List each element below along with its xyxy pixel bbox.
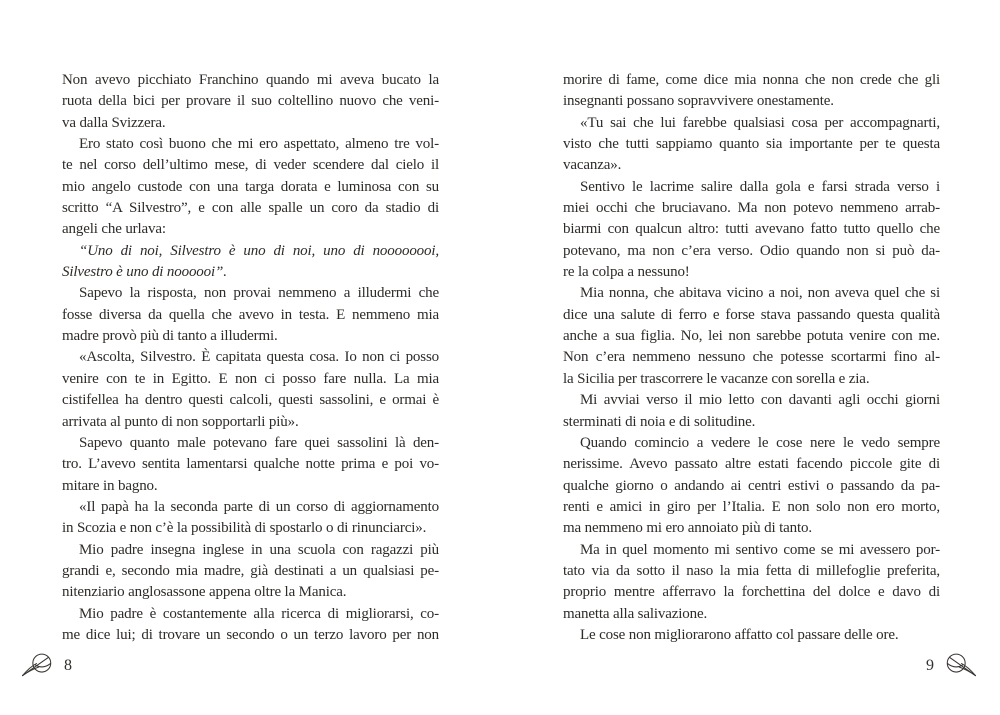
text-line: Mio padre insegna inglese in una scuola con ragazzi più bbox=[79, 541, 439, 558]
text-line: cistifellea ha dentro questi calcoli, questi sassolini, e ormai è bbox=[62, 392, 439, 409]
text-line: re la colpa a nessuno! bbox=[563, 264, 690, 281]
text-line: me dice lui; di trovare un secondo o un terzo lavoro per non bbox=[62, 626, 439, 643]
page-number: 9 bbox=[926, 657, 934, 674]
text-line: «Il papà ha la seconda parte di un corso di aggiornamento bbox=[79, 498, 439, 515]
text-line: morire di fame, come dice mia nonna che non crede che gli bbox=[563, 72, 940, 88]
text-line: Non c’era nemmeno nessuno che potesse scortarmi fino al- bbox=[563, 349, 940, 366]
text-line: scritto “A Silvestro”, e con alle spalle un coro da stadio di bbox=[62, 200, 439, 217]
text-line: fosse diversa da quella che avevo in testa. E nemmeno mia bbox=[62, 306, 439, 323]
text-line: Ma in quel momento mi sentivo come se mi avessero por- bbox=[580, 541, 940, 558]
text-line: te nel corso dell’ultimo mese, di veder scendere dal cielo il bbox=[62, 157, 439, 174]
text-line: visto che tutti sappiamo quanto sia importante per te questa bbox=[563, 136, 940, 153]
text-line: venire con te in Egitto. E non ci posso fare nulla. La mia bbox=[62, 370, 439, 387]
text-line: dice una salute di ferro e forse stava passando questa qualità bbox=[563, 306, 940, 323]
text-line: ma nemmeno mi ero annoiato più di tanto. bbox=[563, 520, 812, 537]
text-line: nitenziario anglosassone appena oltre la Manica. bbox=[62, 584, 347, 601]
text-line: biarmi con qualcun altro: tutti avevano fatto tutto quello che bbox=[563, 221, 940, 238]
text-line: Le cose non migliorarono affatto col passare delle ore. bbox=[580, 626, 899, 643]
page-left-text-column bbox=[62, 70, 439, 646]
text-line: Quando comincio a vedere le cose nere le vedo sempre bbox=[580, 434, 940, 451]
text-line: in Scozia e non c’è la possibilità di spostarlo o di rinunciarci». bbox=[62, 520, 427, 537]
page-number: 8 bbox=[64, 657, 72, 674]
text-line: tro. L’avevo sentita lamentarsi qualche notte prima e poi vo- bbox=[62, 456, 439, 473]
text-line: Silvestro è uno di noooooi”. bbox=[62, 264, 227, 281]
text-line: Sapevo quanto male potevano fare quei sassolini là den- bbox=[79, 434, 439, 451]
text-line: Mio padre è costantemente alla ricerca di migliorarsi, co- bbox=[79, 605, 439, 622]
text-line: sterminati di noia e di solitudine. bbox=[563, 413, 756, 430]
text-line: grandi e, secondo mia madre, già destinati a un qualsiasi pe- bbox=[62, 562, 439, 579]
text-line: proprio mentre afferravo la forchettina del dolce e davo di bbox=[563, 584, 940, 601]
text-line: “Uno di noi, Silvestro è uno di noi, uno di noooooooi, bbox=[79, 242, 439, 259]
folio-right bbox=[926, 653, 978, 678]
text-line: madre provò più di tanto a illudermi. bbox=[62, 328, 278, 345]
text-line: «Ascolta, Silvestro. È capitata questa cosa. Io non ci posso bbox=[79, 349, 439, 366]
text-line: nerissime. Avevo passato altre estati facendo piccole gite di bbox=[563, 456, 940, 473]
text-line: insegnanti possano sopravvivere onestamente. bbox=[563, 93, 834, 110]
text-line: mitare in bagno. bbox=[62, 477, 158, 494]
folio-left bbox=[20, 653, 72, 678]
text-line: manetta alla salivazione. bbox=[563, 605, 708, 622]
text-line: vacanza». bbox=[563, 157, 622, 174]
text-line: tato via da sotto il naso la mia fetta di millefoglie preferita, bbox=[563, 562, 940, 579]
text-line: arrivata al punto di non sopportarli più». bbox=[62, 413, 299, 430]
text-line: angeli che urlava: bbox=[62, 221, 166, 238]
text-line: mio angelo custode con una targa dorata e luminosa con su bbox=[62, 178, 439, 195]
text-line: «Tu sai che lui farebbe qualsiasi cosa per accompagnarti, bbox=[580, 114, 940, 131]
text-line: qualche giorno o andando ai centri estivi o passando da pa- bbox=[563, 477, 940, 494]
text-line: renti e amici in giro per l’Italia. E non solo non ero morto, bbox=[563, 498, 940, 515]
text-line: potevano, ma non c’era verso. Odio quando non si può da- bbox=[563, 242, 940, 259]
text-line: va dalla Svizzera. bbox=[62, 114, 166, 131]
text-line: Mia nonna, che abitava vicino a noi, non aveva quel che si bbox=[580, 285, 940, 302]
leaf-ornament-icon bbox=[20, 653, 53, 678]
text-line: Sentivo le lacrime salire dalla gola e farsi strada verso i bbox=[580, 178, 940, 195]
text-line: Ero stato così buono che mi ero aspettato, almeno tre vol- bbox=[79, 136, 439, 153]
text-line: Non avevo picchiato Franchino quando mi aveva bucato la bbox=[62, 72, 439, 88]
text-line: Sapevo la risposta, non provai nemmeno a illudermi che bbox=[79, 285, 439, 302]
text-line: anche a sua figlia. No, lei non sarebbe potuta venire con me. bbox=[563, 328, 940, 345]
text-line: Mi avviai verso il mio letto con davanti agli occhi giorni bbox=[580, 392, 940, 409]
text-line: la Sicilia per trascorrere le vacanze con sorella e zia. bbox=[563, 370, 870, 387]
page-right-text-column bbox=[563, 70, 940, 646]
leaf-ornament-icon bbox=[945, 653, 978, 678]
text-line: miei occhi che bruciavano. Ma non potevo nemmeno arrab- bbox=[563, 200, 940, 217]
text-line: ruota della bici per provare il suo coltellino nuovo che veni- bbox=[62, 93, 439, 110]
